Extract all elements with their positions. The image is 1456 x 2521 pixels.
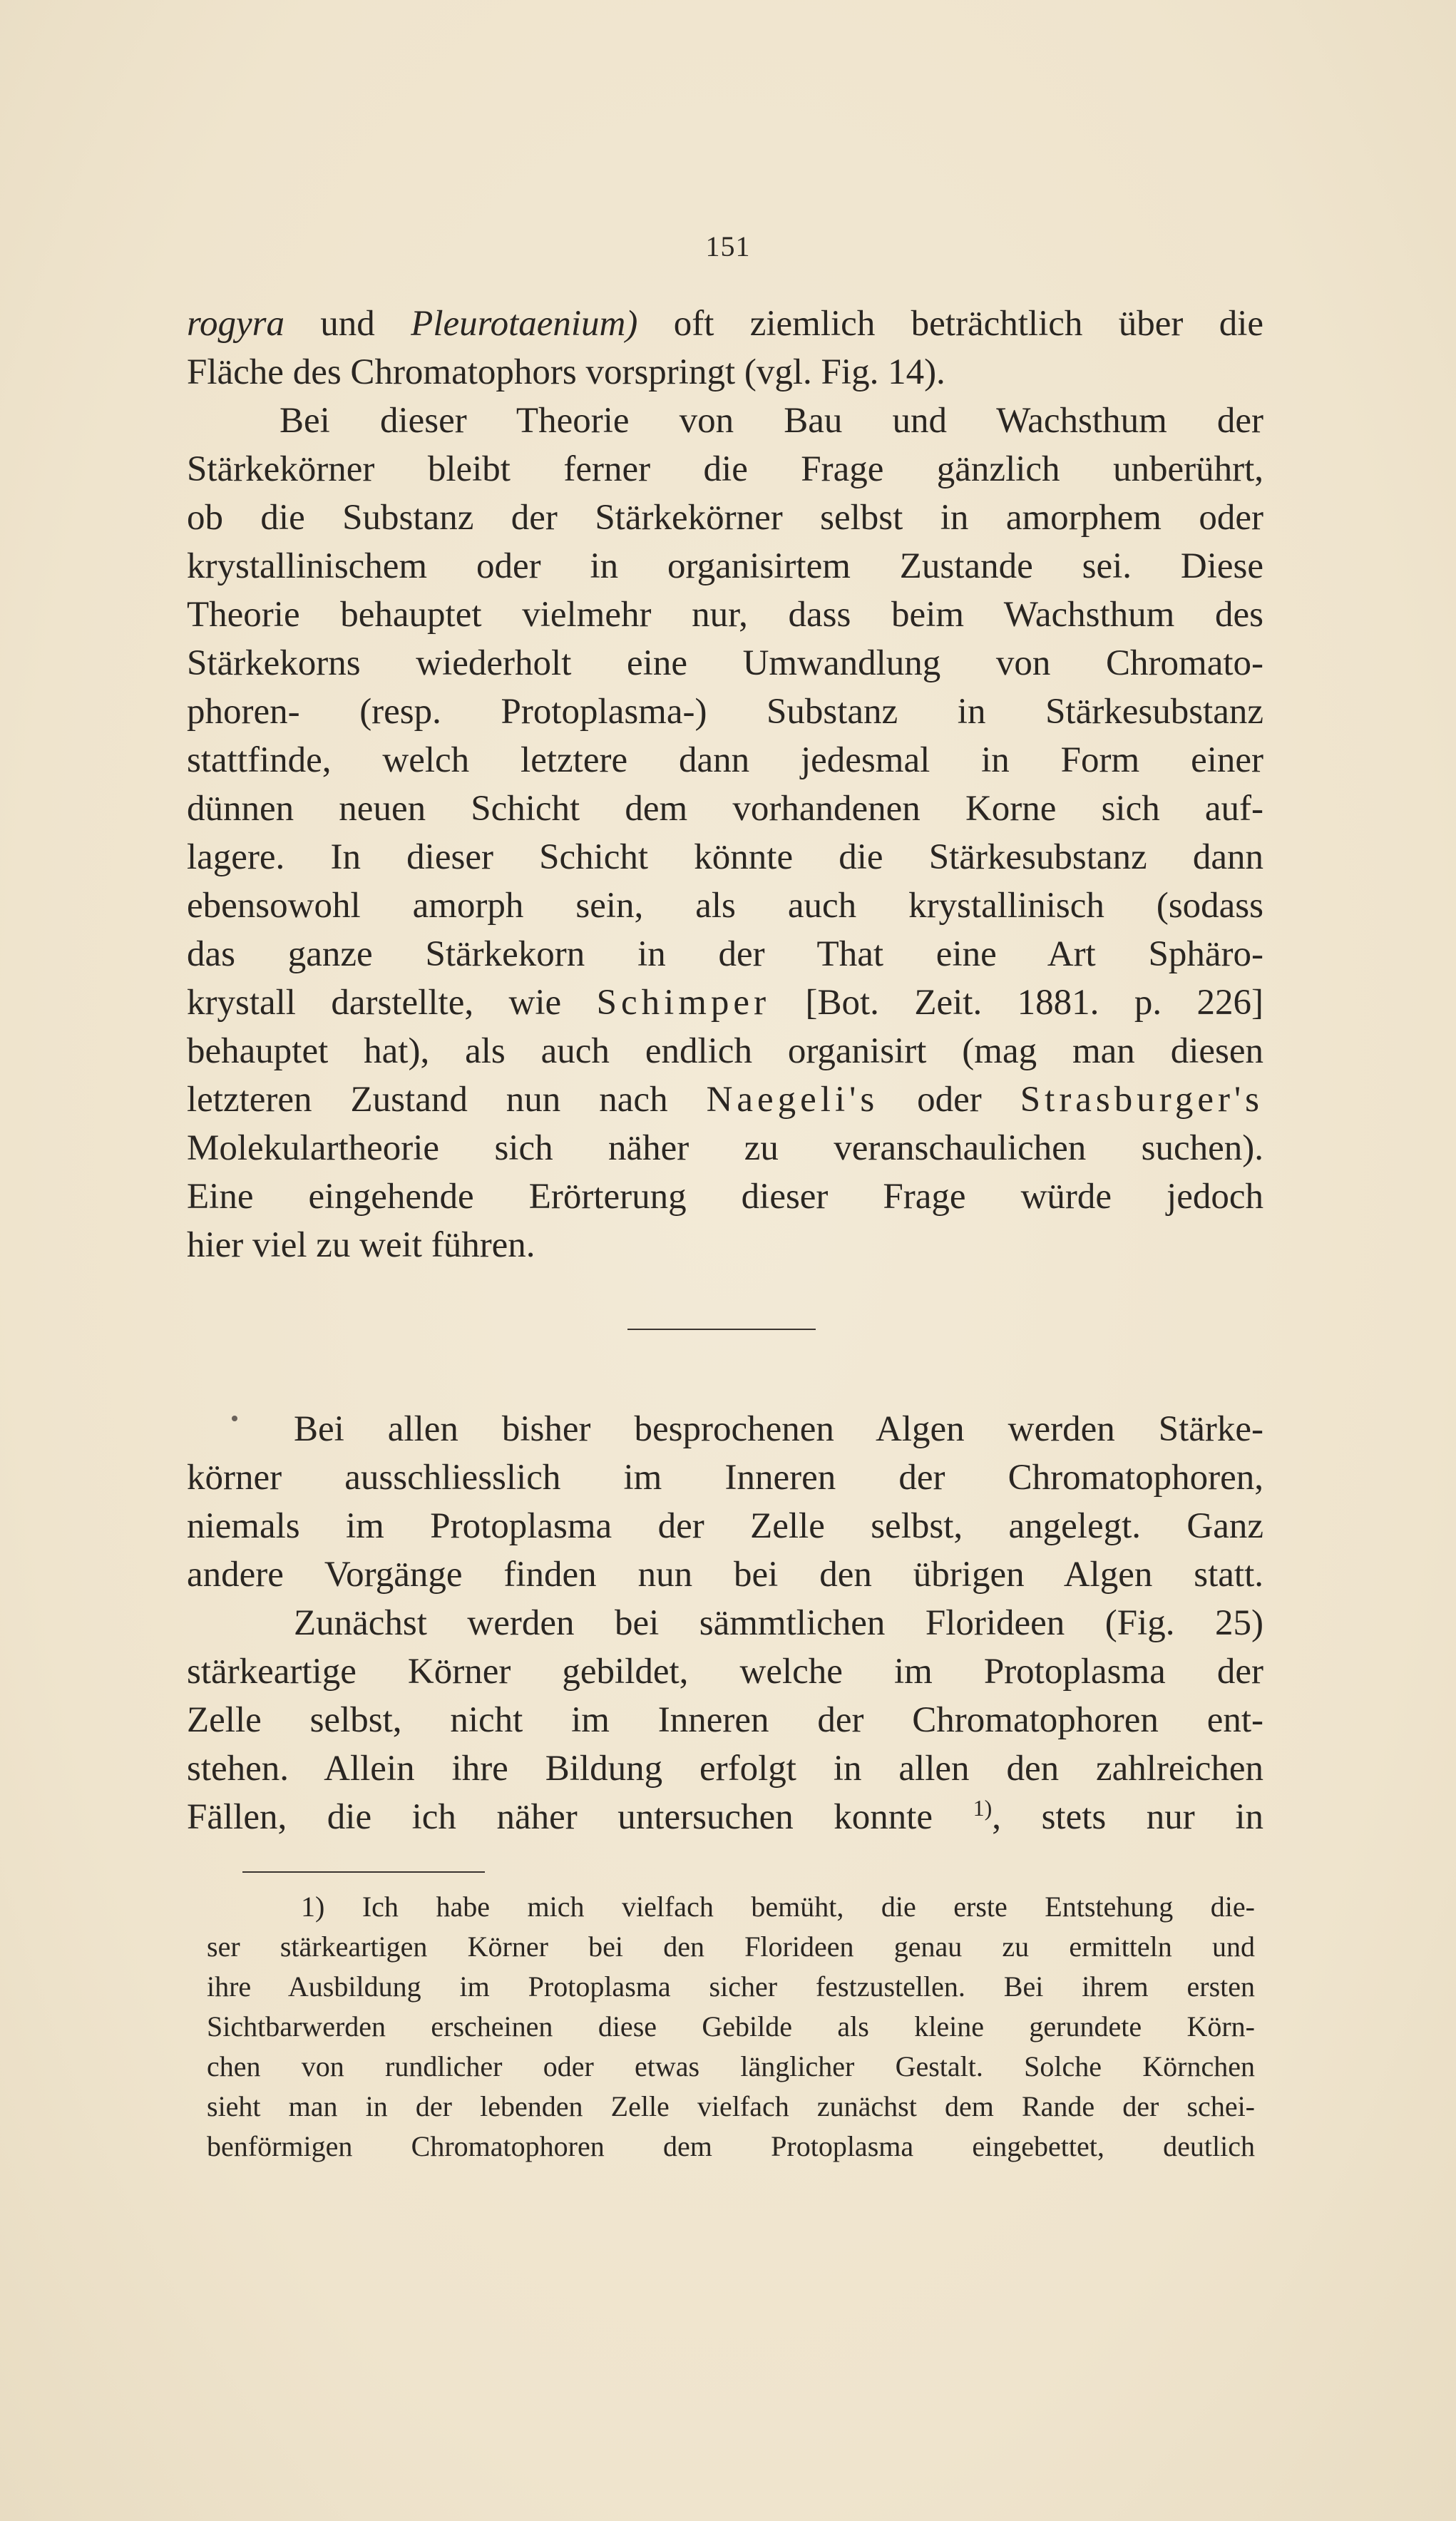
author-name: Schimper	[596, 983, 771, 1023]
text-line: Bei allen bisher besprochenen Algen werden Stärke-	[294, 1409, 1263, 1449]
footnote-rule	[242, 1871, 485, 1873]
page-number: 151	[705, 230, 751, 262]
text-span: und	[284, 304, 411, 344]
text-span: Fällen, die ich näher untersuchen konnte	[187, 1797, 973, 1837]
paragraph-block-top	[187, 300, 1263, 1269]
text-line: dünnen neuen Schicht dem vorhandenen Korne sich auf-	[187, 789, 1263, 829]
text-span: [Bot. Zeit. 1881. p. 226]	[770, 983, 1264, 1023]
footnote-line: ser stärkeartigen Körner bei den Florideen genau zu ermitteln und	[207, 1931, 1255, 1963]
text-line: phoren- (resp. Protoplasma-) Substanz in Stärkesubstanz	[187, 692, 1263, 732]
author-name: Strasburger's	[1020, 1080, 1263, 1120]
text-line	[187, 978, 1263, 1027]
text-line: Zunächst werden bei sämmtlichen Florideen (Fig. 25)	[294, 1603, 1263, 1643]
text-line: stärkeartige Körner gebildet, welche im Protoplasma der	[187, 1652, 1263, 1692]
text-line: Molekulartheorie sich näher zu veranschaulichen suchen).	[187, 1128, 1263, 1168]
text-line: krystallinischem oder in organisirtem Zustande sei. Diese	[187, 546, 1263, 586]
text-line: Fläche des Chromatophors vorspringt (vgl. Fig. 14).	[187, 352, 945, 392]
text-line	[187, 1075, 1263, 1124]
text-line: behauptet hat), als auch endlich organisirt (mag man diesen	[187, 1031, 1263, 1071]
text-line: ebensowohl amorph sein, als auch krystallinisch (sodass	[187, 886, 1263, 926]
footnote-block	[207, 1887, 1255, 2167]
footnote-marker: 1)	[973, 1795, 993, 1821]
text-line: hier viel zu weit führen.	[187, 1225, 535, 1265]
footnote-line: Sichtbarwerden erscheinen diese Gebilde als kleine gerundete Körn-	[207, 2010, 1255, 2042]
text-line: lagere. In dieser Schicht könnte die Stärkesubstanz dann	[187, 837, 1263, 877]
footnote-line: 1) Ich habe mich vielfach bemüht, die erste Entstehung die-	[301, 1891, 1255, 1923]
text-line: Zelle selbst, nicht im Inneren der Chromatophoren ent-	[187, 1700, 1263, 1740]
text-line	[187, 300, 1263, 348]
text-span: , stets nur in	[992, 1797, 1263, 1837]
text-line: stattfinde, welch letztere dann jedesmal in Form einer	[187, 740, 1263, 780]
text-line: körner ausschliesslich im Inneren der Chromatophoren,	[187, 1458, 1263, 1498]
footnote-line: benförmigen Chromatophoren dem Protoplasma eingebettet, deutlich	[207, 2130, 1255, 2162]
italic-text: rogyra	[187, 304, 284, 344]
text-line: Bei dieser Theorie von Bau und Wachsthum der	[280, 401, 1263, 441]
text-span: oft ziemlich beträchtlich über die	[637, 304, 1264, 344]
footnote-line: ihre Ausbildung im Protoplasma sicher festzustellen. Bei ihrem ersten	[207, 1970, 1255, 2003]
text-span: krystall darstellte, wie	[187, 983, 597, 1023]
section-divider	[627, 1329, 816, 1330]
text-line: stehen. Allein ihre Bildung erfolgt in allen den zahlreichen	[187, 1749, 1263, 1789]
text-line: ob die Substanz der Stärkekörner selbst in amorphem oder	[187, 498, 1263, 538]
paragraph-block-bottom	[187, 1405, 1263, 1841]
text-line	[187, 1793, 1263, 1841]
text-line: das ganze Stärkekorn in der That eine Art Sphäro-	[187, 934, 1263, 974]
text-span: oder	[878, 1080, 1020, 1120]
text-line: Eine eingehende Erörterung dieser Frage würde jedoch	[187, 1177, 1263, 1217]
text-span: letzteren Zustand nun nach	[187, 1080, 707, 1120]
text-line: andere Vorgänge finden nun bei den übrigen Algen statt.	[187, 1555, 1263, 1595]
footnote-line: sieht man in der lebenden Zelle vielfach zunächst dem Rande der schei-	[207, 2090, 1255, 2122]
text-line: Stärkekorns wiederholt eine Umwandlung von Chromato-	[187, 643, 1263, 683]
text-line: niemals im Protoplasma der Zelle selbst, angelegt. Ganz	[187, 1506, 1263, 1546]
footnote-line: chen von rundlicher oder etwas länglicher Gestalt. Solche Körnchen	[207, 2050, 1255, 2082]
author-name: Naegeli's	[706, 1080, 879, 1120]
text-line: Stärkekörner bleibt ferner die Frage gänzlich unberührt,	[187, 449, 1263, 489]
text-line: Theorie behauptet vielmehr nur, dass beim Wachsthum des	[187, 595, 1263, 635]
italic-text: Pleurotaenium)	[411, 304, 638, 344]
